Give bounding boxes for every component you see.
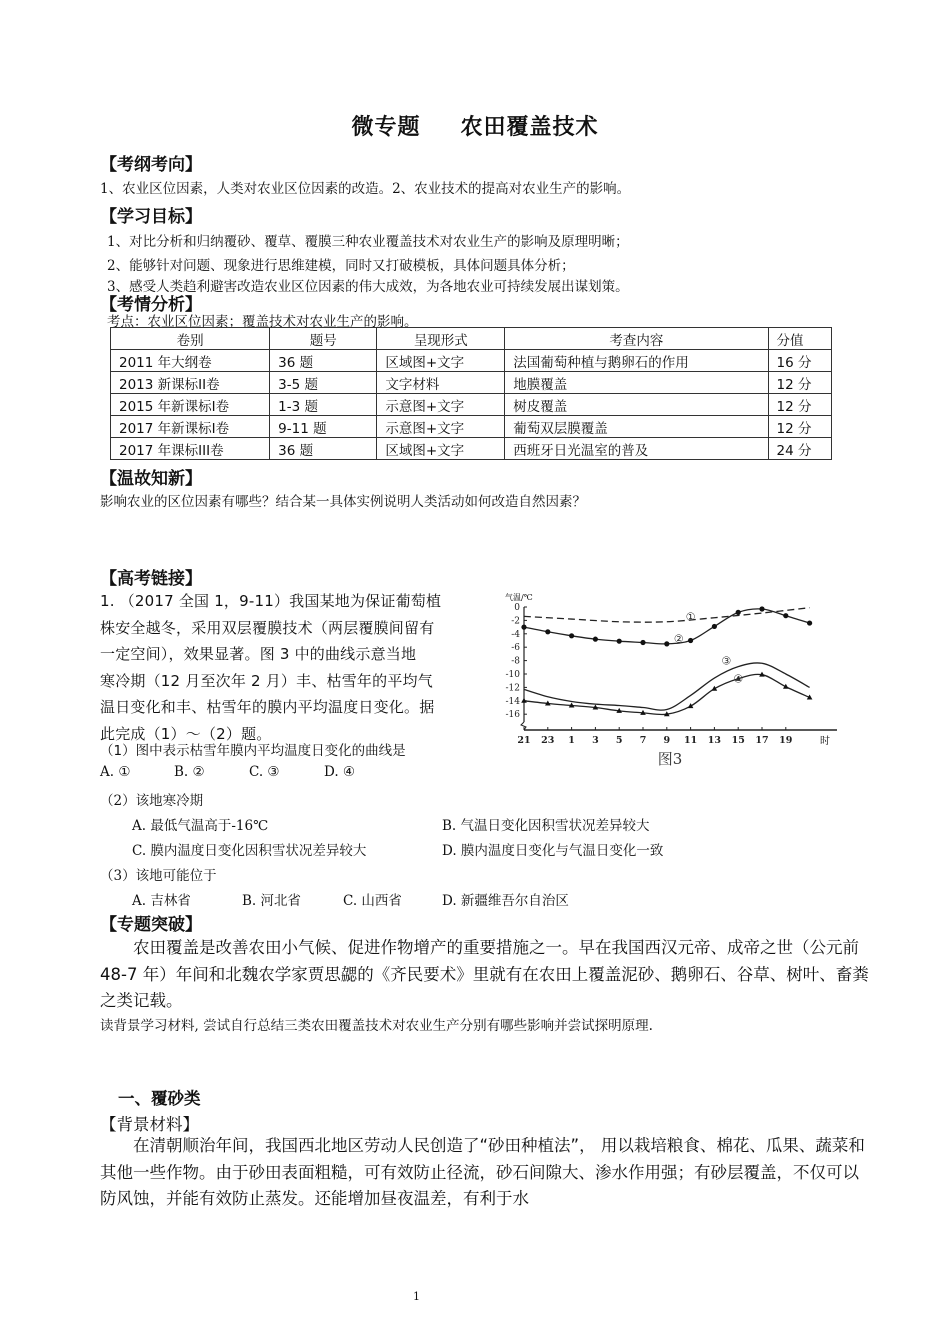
q2-stem: （2）该地寒冷期 bbox=[100, 793, 204, 809]
chart-caption: 图3 bbox=[657, 750, 683, 768]
data-point bbox=[783, 613, 788, 618]
intro-line: 株安全越冬，采用双层覆膜技术（两层覆膜间留有 bbox=[100, 618, 435, 637]
table-header: 呈现形式 bbox=[377, 328, 505, 350]
table-cell: 2011 年大纲卷 bbox=[111, 350, 270, 372]
breakthrough-heading: 【专题突破】 bbox=[100, 915, 202, 935]
series-label-1: ① bbox=[685, 610, 696, 624]
q3-option-d[interactable]: D. 新疆维吾尔自治区 bbox=[442, 893, 569, 909]
table-row bbox=[111, 372, 832, 394]
intro-line: 寒冷期（12 月至次年 2 月）丰、枯雪年的平均气 bbox=[100, 671, 433, 690]
x-axis-unit: 时 bbox=[820, 736, 830, 747]
table-cell: 16 分 bbox=[768, 350, 831, 372]
y-tick-label: -14 bbox=[505, 696, 520, 707]
review-text: 影响农业的区位因素有哪些？结合某一具体实例说明人类活动如何改造自然因素？ bbox=[100, 494, 586, 510]
x-tick-label: 21 bbox=[517, 735, 531, 746]
table-cell: 12 分 bbox=[768, 416, 831, 438]
table-cell: 12 分 bbox=[768, 372, 831, 394]
series-label-2: ② bbox=[673, 632, 684, 646]
sand-text: 在清朝顺治年间，我国西北地区劳动人民创造了“砂田种植法”， 用以栽培粮食、棉花、瓜果、蔬菜和其他一些作物。由于砂田表面粗糙，可有效防止径流，砂石间隙大、渗水作用强；有砂层覆盖，不仅可以防风蚀，并能有效防止蒸发。还能增加昼夜温差，有利于水 bbox=[100, 1136, 865, 1208]
x-tick-label: 9 bbox=[663, 735, 671, 746]
table-header: 考查内容 bbox=[505, 328, 768, 350]
temperature-chart bbox=[500, 588, 840, 773]
table-cell: 法国葡萄种植与鹅卵石的作用 bbox=[505, 350, 768, 372]
table-cell: 区域图+文字 bbox=[377, 438, 505, 460]
x-tick-label: 3 bbox=[592, 735, 599, 746]
series-line-3 bbox=[524, 663, 810, 710]
y-tick-label: -10 bbox=[505, 670, 520, 680]
analysis-point: 考点：农业区位因素；覆盖技术对农业生产的影响。 bbox=[107, 314, 418, 330]
intro-line: 一定空间），效果显著。图 3 中的曲线示意当地 bbox=[100, 645, 417, 663]
table-row bbox=[111, 394, 832, 416]
table-cell: 24 分 bbox=[768, 438, 831, 460]
series-label-3: ③ bbox=[721, 654, 732, 668]
exam-link-heading: 【高考链接】 bbox=[100, 569, 202, 589]
exam-question-intro bbox=[100, 588, 485, 747]
table-header: 分值 bbox=[768, 328, 831, 350]
data-point bbox=[640, 640, 645, 645]
x-tick-label: 1 bbox=[568, 735, 575, 746]
title-part-1: 微专题 bbox=[351, 115, 421, 140]
breakthrough-task: 读背景学习材料, 尝试自行总结三类农田覆盖技术对农业生产分别有哪些影响并尝试探明原理. bbox=[100, 1018, 653, 1034]
x-tick-label: 7 bbox=[639, 735, 647, 746]
table-cell: 2017 年课标III卷 bbox=[111, 438, 270, 460]
q3-option-c[interactable]: C. 山西省 bbox=[343, 893, 402, 909]
x-tick-label: 5 bbox=[615, 735, 623, 746]
analysis-heading: 【考情分析】 bbox=[100, 295, 202, 315]
goal-item: 1、对比分析和归纳覆砂、覆草、覆膜三种农业覆盖技术对农业生产的影响及原理明晰； bbox=[107, 234, 629, 250]
table-cell: 12 分 bbox=[768, 394, 831, 416]
y-tick-label: -16 bbox=[505, 710, 520, 721]
x-tick-label: 11 bbox=[683, 735, 698, 746]
table-cell: 西班牙日光温室的普及 bbox=[505, 438, 768, 460]
intro-line: 此完成（1）～（2）题。 bbox=[100, 724, 272, 743]
x-tick-label: 23 bbox=[541, 735, 555, 746]
page-title bbox=[0, 110, 950, 141]
data-point bbox=[569, 633, 574, 638]
q1-option-d[interactable]: D. ④ bbox=[324, 764, 356, 780]
q3-option-b[interactable]: B. 河北省 bbox=[242, 893, 302, 909]
outline-heading: 【考纲考向】 bbox=[100, 155, 202, 175]
q1-stem: （1）图中表示枯雪年膜内平均温度日变化的曲线是 bbox=[100, 743, 406, 759]
breakthrough-text: 农田覆盖是改善农田小气候、促进作物增产的重要措施之一。早在我国西汉元帝、成帝之世（公元前 48-7 年）年间和北魏农学家贾思勰的《齐民要术》里就有在农田上覆盖泥砂、鹅卵石、谷草、树叶、畜粪之类记载。 bbox=[100, 938, 869, 1010]
sand-heading: 一、覆砂类 bbox=[118, 1089, 201, 1108]
table-cell: 3-5 题 bbox=[270, 372, 377, 394]
q2-option-d[interactable]: D. 膜内温度日变化与气温日变化一致 bbox=[442, 843, 664, 859]
table-cell: 2013 新课标II卷 bbox=[111, 372, 270, 394]
data-point bbox=[545, 629, 550, 634]
table-header-row bbox=[111, 328, 832, 350]
data-point bbox=[688, 638, 693, 643]
breakthrough-text-block bbox=[100, 935, 870, 1015]
goal-item: 3、感受人类趋利避害改造农业区位因素的伟大成效，为各地农业可持续发展出谋划策。 bbox=[107, 279, 629, 295]
goal-item: 2、能够针对问题、现象进行思维建模，同时又打破模板，具体问题具体分析； bbox=[107, 258, 575, 274]
table-cell: 2017 年新课标I卷 bbox=[111, 416, 270, 438]
table-header: 题号 bbox=[270, 328, 377, 350]
table-cell: 葡萄双层膜覆盖 bbox=[505, 416, 768, 438]
table-row bbox=[111, 438, 832, 460]
table-cell: 2015 年新课标I卷 bbox=[111, 394, 270, 416]
y-tick-label: -12 bbox=[505, 683, 520, 694]
exam-table bbox=[110, 327, 832, 460]
data-point bbox=[712, 624, 717, 629]
intro-line: 1. （2017 全国 1，9-11）我国某地为保证葡萄植 bbox=[100, 592, 442, 610]
title-part-2: 农田覆盖技术 bbox=[460, 115, 599, 140]
table-cell: 示意图+文字 bbox=[377, 394, 505, 416]
q2-option-b[interactable]: B. 气温日变化因积雪状况差异较大 bbox=[442, 818, 650, 834]
q3-stem: （3）该地可能位于 bbox=[100, 868, 217, 884]
series-label-4: ④ bbox=[733, 672, 744, 686]
y-tick-label: 0 bbox=[514, 603, 520, 613]
data-point bbox=[759, 606, 764, 611]
goals-heading: 【学习目标】 bbox=[100, 207, 202, 227]
table-cell: 树皮覆盖 bbox=[505, 394, 768, 416]
table-cell: 36 题 bbox=[270, 350, 377, 372]
table-cell: 9-11 题 bbox=[270, 416, 377, 438]
data-point bbox=[664, 641, 669, 646]
table-row bbox=[111, 416, 832, 438]
q2-option-a[interactable]: A. 最低气温高于-16℃ bbox=[132, 818, 269, 834]
page-number: 1 bbox=[413, 1290, 420, 1303]
q3-options bbox=[132, 889, 569, 909]
data-point bbox=[521, 698, 527, 703]
q1-option-b[interactable]: B. ② bbox=[174, 764, 205, 780]
data-point bbox=[617, 639, 622, 644]
sand-sub-heading: 【背景材料】 bbox=[100, 1115, 199, 1134]
table-cell: 地膜覆盖 bbox=[505, 372, 768, 394]
x-tick-label: 19 bbox=[779, 735, 793, 746]
table-cell: 示意图+文字 bbox=[377, 416, 505, 438]
table-cell: 36 题 bbox=[270, 438, 377, 460]
x-tick-label: 15 bbox=[731, 735, 745, 746]
series-line-2 bbox=[524, 609, 810, 644]
y-tick-label: -6 bbox=[511, 643, 520, 654]
table-row bbox=[111, 350, 832, 372]
q3-option-a[interactable]: A. 吉林省 bbox=[132, 893, 191, 909]
table-cell: 1-3 题 bbox=[270, 394, 377, 416]
outline-text: 1、农业区位因素，人类对农业区位因素的改造。2、农业技术的提高对农业生产的影响。 bbox=[100, 181, 631, 197]
review-heading: 【温故知新】 bbox=[100, 469, 202, 489]
table-header: 卷别 bbox=[111, 328, 270, 350]
x-tick-label: 13 bbox=[707, 735, 722, 746]
data-point bbox=[593, 637, 598, 642]
table-cell: 文字材料 bbox=[377, 372, 505, 394]
y-tick-label: -4 bbox=[511, 629, 520, 640]
data-point bbox=[521, 625, 526, 630]
y-tick-label: -8 bbox=[511, 656, 520, 667]
table-cell: 区域图+文字 bbox=[377, 350, 505, 372]
y-axis-label: 气温/℃ bbox=[505, 593, 533, 602]
q1-option-c[interactable]: C. ③ bbox=[249, 764, 280, 780]
data-point bbox=[736, 610, 741, 615]
series-line-4 bbox=[524, 674, 810, 714]
data-point bbox=[807, 620, 812, 625]
intro-line: 温日变化和丰、枯雪年的膜内平均温度日变化。据 bbox=[100, 698, 435, 716]
q2-option-c[interactable]: C. 膜内温度日变化因积雪状况差异较大 bbox=[132, 843, 367, 859]
sand-text-block bbox=[100, 1133, 870, 1213]
q1-options bbox=[100, 764, 355, 780]
y-tick-label: -2 bbox=[511, 616, 520, 627]
x-tick-label: 17 bbox=[755, 735, 769, 746]
q1-option-a[interactable]: A. ① bbox=[100, 764, 131, 780]
